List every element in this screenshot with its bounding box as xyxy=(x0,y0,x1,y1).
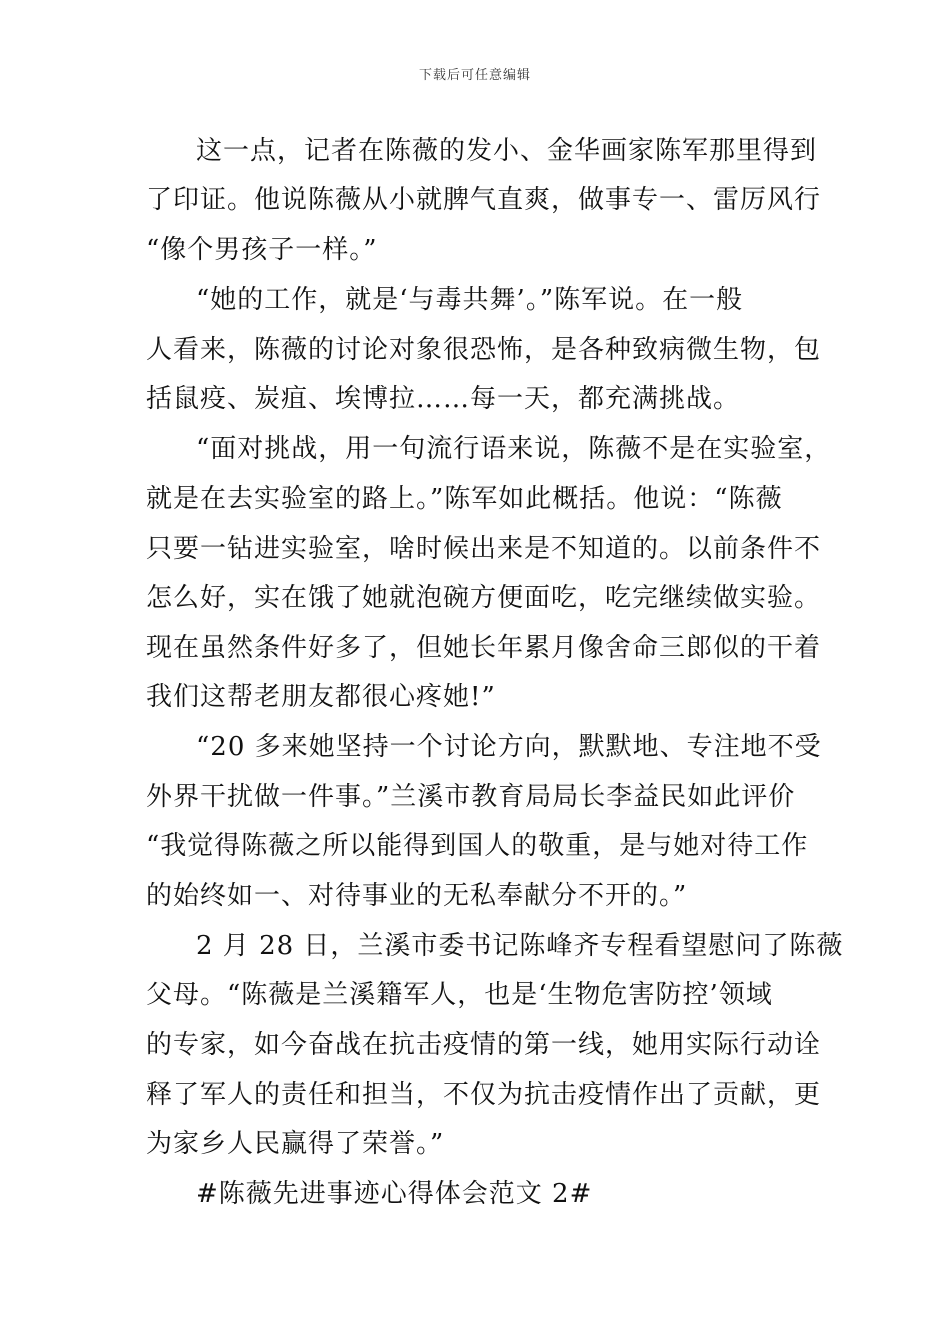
text-line: “面对挑战，用一句流行语来说，陈薇不是在实验室， xyxy=(196,434,832,464)
text-line: 我们这帮老朋友都很心疼她!” xyxy=(146,682,496,712)
text-line: 释了军人的责任和担当，不仅为抗击疫情作出了贡献，更 xyxy=(146,1080,822,1110)
text-line: 了印证。他说陈薇从小就脾气直爽，做事专一、雷厉风行 xyxy=(146,185,822,215)
text-line: “20 多来她坚持一个讨论方向，默默地、专注地不受 xyxy=(196,732,822,762)
text-line: 这一点，记者在陈薇的发小、金华画家陈军那里得到 xyxy=(196,136,818,166)
text-line: 为家乡人民赢得了荣誉。” xyxy=(146,1129,445,1159)
text-line: “像个男孩子一样。” xyxy=(146,235,378,265)
text-line: 括鼠疫、炭疽、埃博拉……每一天，都充满挑战。 xyxy=(146,384,741,414)
text-line: 的专家，如今奋战在抗击疫情的第一线，她用实际行动诠 xyxy=(146,1030,822,1060)
text-line: 父母。“陈薇是兰溪籍军人，也是‘生物危害防控’领域 xyxy=(146,980,773,1010)
text-line: “她的工作，就是‘与毒共舞’。”陈军说。在一般 xyxy=(196,285,744,315)
text-line: 就是在去实验室的路上。”陈军如此概括。他说：“陈薇 xyxy=(146,484,783,514)
text-line: 的始终如一、对待事业的无私奉献分不开的。” xyxy=(146,881,688,911)
header-note: 下载后可任意编辑 xyxy=(418,68,531,83)
text-line: 2 月 28 日，兰溪市委书记陈峰齐专程看望慰问了陈薇 xyxy=(196,931,844,961)
text-line: 人看来，陈薇的讨论对象很恐怖，是各种致病微生物，包 xyxy=(146,335,822,365)
section-heading: #陈薇先进事迹心得体会范文 2# xyxy=(196,1179,593,1209)
text-line: 只要一钻进实验室，啥时候出来是不知道的。以前条件不 xyxy=(146,534,822,564)
text-line: “我觉得陈薇之所以能得到国人的敬重，是与她对待工作 xyxy=(146,831,809,861)
text-line: 外界干扰做一件事。”兰溪市教育局局长李益民如此评价 xyxy=(146,782,796,812)
text-line: 现在虽然条件好多了，但她长年累月像舍命三郎似的干着 xyxy=(146,633,822,663)
text-line: 怎么好，实在饿了她就泡碗方便面吃，吃完继续做实验。 xyxy=(146,583,822,613)
